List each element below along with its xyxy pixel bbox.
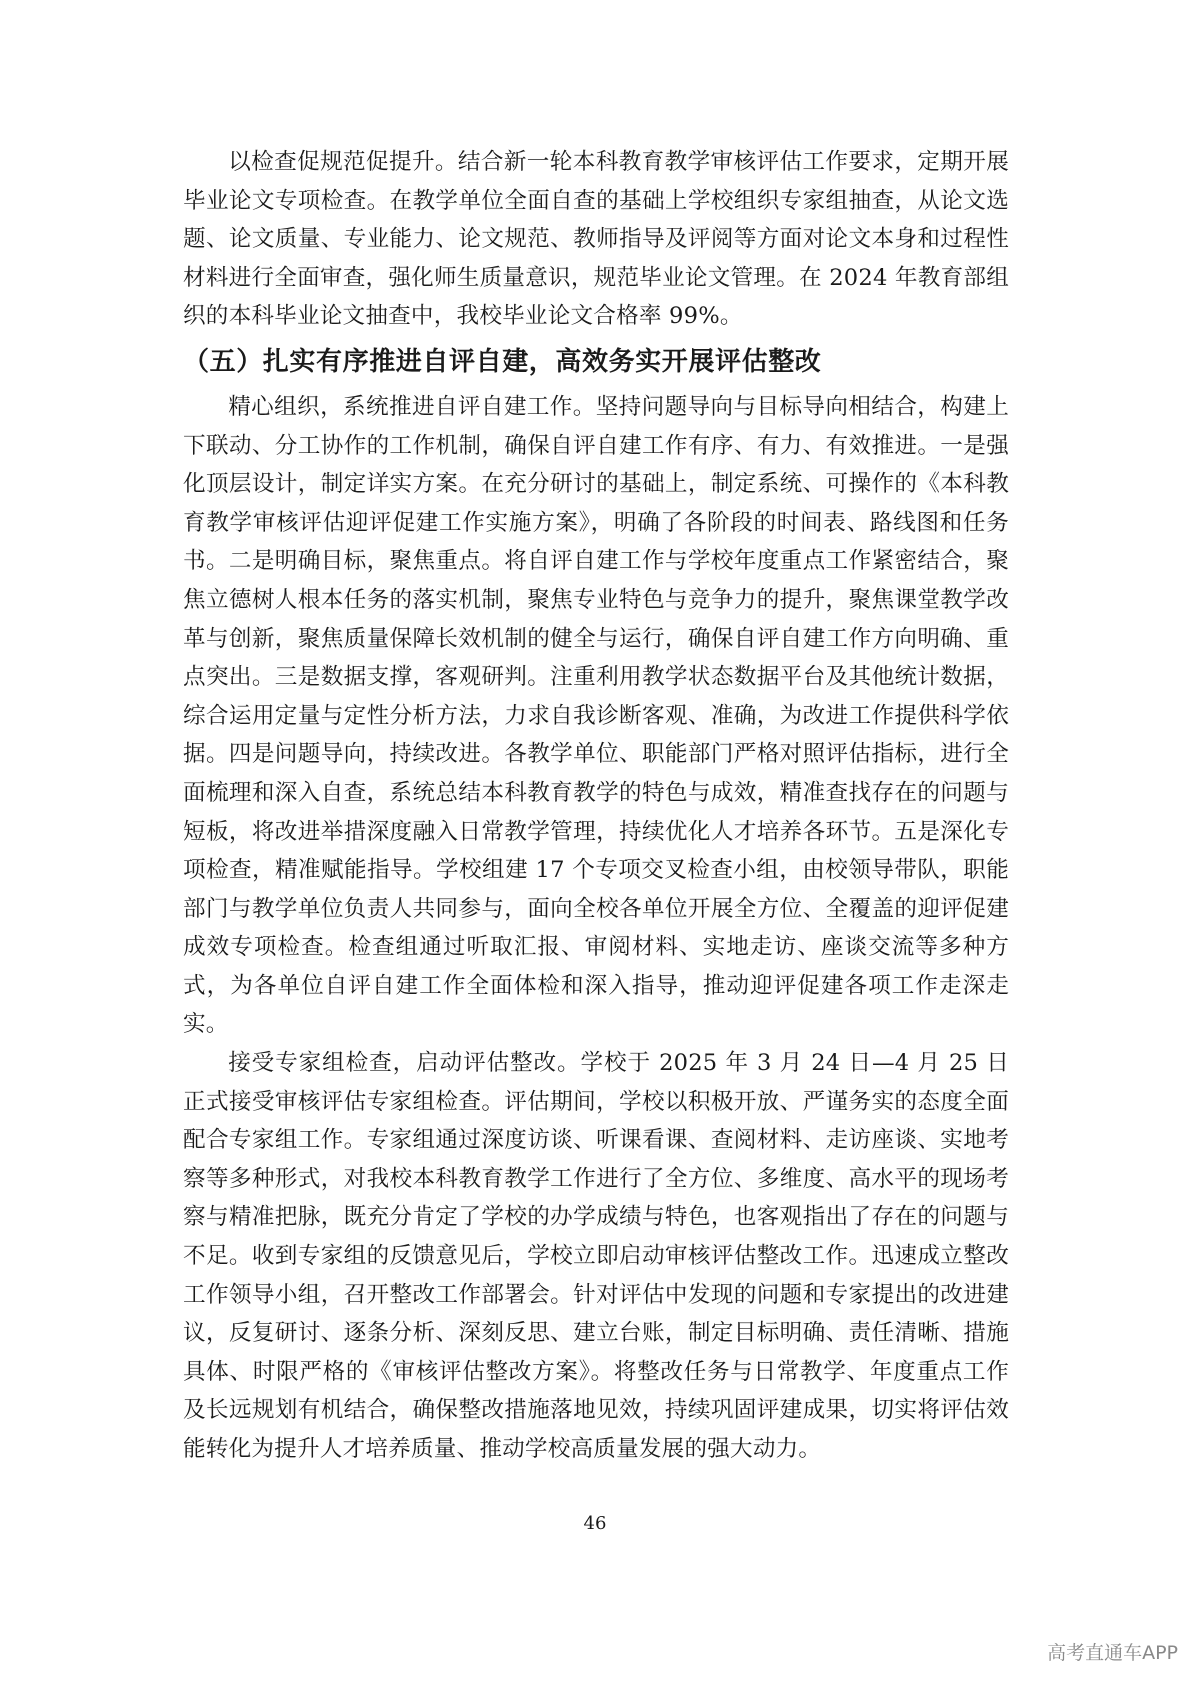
paragraph-thesis-inspection: 以检查促规范促提升。结合新一轮本科教育教学审核评估工作要求，定期开展毕业论文专项检查。在教学单位全面自查的基础上学校组织专家组抽查，从论文选题、论文质量、专业能力、论文规范、教师指导及评阅等方面对论文本身和过程性材料进行全面审查，强化师生质量意识，规范毕业论文管理。在 2024 年教育部组织的本科毕业论文抽查中，我校毕业论文合格率 99%。 xyxy=(183,149,1009,330)
page-number: 46 xyxy=(583,1513,607,1534)
page-content xyxy=(183,143,1009,1469)
paragraph-self-evaluation: 精心组织，系统推进自评自建工作。坚持问题导向与目标导向相结合，构建上下联动、分工协作的工作机制，确保自评自建工作有序、有力、有效推进。一是强化顶层设计，制定详实方案。在充分研讨的基础上，制定系统、可操作的《本科教育教学审核评估迎评促建工作实施方案》，明确了各阶段的时间表、路线图和任务书。二是明确目标，聚焦重点。将自评自建工作与学校年度重点工作紧密结合，聚焦立德树人根本任务的落实机制，聚焦专业特色与竞争力的提升，聚焦课堂教学改革与创新，聚焦质量保障长效机制的健全与运行，确保自评自建工作方向明确、重点突出。三是数据支撑，客观研判。注重利用教学状态数据平台及其他统计数据，综合运用定量与定性分析方法，力求自我诊断客观、准确，为改进工作提供科学依据。四是问题导向，持续改进。各教学单位、职能部门严格对照评估指标，进行全面梳理和深入自查，系统总结本科教育教学的特色与成效，精准查找存在的问题与短板，将改进举措深度融入日常教学管理，持续优化人才培养各环节。五是深化专项检查，精准赋能指导。学校组建 17 个专项交叉检查小组，由校领导带队，职能部门与教学单位负责人共同参与，面向全校各单位开展全方位、全覆盖的迎评促建成效专项检查。检查组通过听取汇报、审阅材料、实地走访、座谈交流等多种方式，为各单位自评自建工作全面体检和深入指导，推动迎评促建各项工作走深走实。 xyxy=(183,393,1009,1038)
section-heading: （五）扎实有序推进自评自建，高效务实开展评估整改 xyxy=(183,346,822,377)
watermark: 高考直通车APP xyxy=(1047,1642,1178,1664)
paragraph-expert-review: 接受专家组检查，启动评估整改。学校于 2025 年 3 月 24 日—4 月 25 日正式接受审核评估专家组检查。评估期间，学校以积极开放、严谨务实的态度全面配合专家组工作。专家组通过深度访谈、听课看课、查阅材料、走访座谈、实地考察等多种形式，对我校本科教育教学工作进行了全方位、多维度、高水平的现场考察与精准把脉，既充分肯定了学校的办学成绩与特色，也客观指出了存在的问题与不足。收到专家组的反馈意见后，学校立即启动审核评估整改工作。迅速成立整改工作领导小组，召开整改工作部署会。针对评估中发现的问题和专家提出的改进建议，反复研讨、逐条分析、深刻反思、建立台账，制定目标明确、责任清晰、措施具体、时限严格的《审核评估整改方案》。将整改任务与日常教学、年度重点工作及长远规划有机结合，确保整改措施落地见效，持续巩固评建成果，切实将评估效能转化为提升人才培养质量、推动学校高质量发展的强大动力。 xyxy=(183,1050,1009,1462)
